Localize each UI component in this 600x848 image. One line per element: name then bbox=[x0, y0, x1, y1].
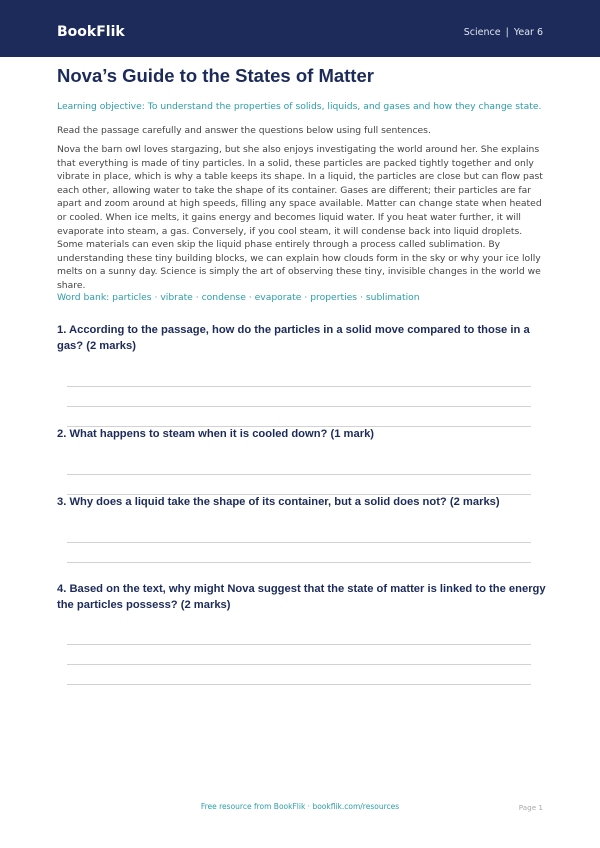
question-1: 1. According to the passage, how do the particles in a solid move compared to those in a gas? (2 marks) bbox=[57, 324, 530, 352]
answer-line[interactable] bbox=[67, 406, 531, 407]
answer-line[interactable] bbox=[67, 684, 531, 685]
header-separator: | bbox=[505, 27, 509, 38]
header-bar bbox=[0, 0, 600, 57]
learning-objective: Learning objective: To understand the properties of solids, liquids, and gases and how they change state. bbox=[57, 101, 542, 112]
word-bank: Word bank: particles · vibrate · condense · evaporate · properties · sublimation bbox=[57, 292, 420, 303]
instructions: Read the passage carefully and answer the questions below using full sentences. bbox=[57, 125, 431, 136]
question-2: 2. What happens to steam when it is cooled down? (1 mark) bbox=[57, 428, 375, 440]
answer-line[interactable] bbox=[67, 644, 531, 645]
answer-line[interactable] bbox=[67, 474, 531, 475]
reading-passage: Nova the barn owl loves stargazing, but she also enjoys investigating the world around her. She explains that everything is made of tiny particles. In a solid, these particles are packed tightly together and only vibrate in place, which is why a table keeps its shape. In a liquid, the particles are close but can flow past each other, allowing water to take the shape of its container. Gases are different; their particles are far apart and zoom around at high speeds, filling any space available. Matter can change state when heated or cooled. When ice melts, it gains energy and becomes liquid water. If you heat water further, it will evaporate into steam, a gas. Conversely, if you cool steam, it will condense back into liquid droplets. Some materials can even skip the liquid phase entirely through a process called sublimation. By understanding these tiny building blocks, we can explain how clouds form in the sky or why your ice lolly melts on a sunny day. Science is simply the art of observing these tiny, invisible changes in the world we share. bbox=[57, 144, 543, 291]
subject-year-label bbox=[464, 27, 543, 39]
answer-line[interactable] bbox=[67, 542, 531, 543]
answer-line[interactable] bbox=[67, 562, 531, 563]
question-4: 4. Based on the text, why might Nova suggest that the state of matter is linked to the energy the particles possess? (2 marks) bbox=[57, 583, 546, 611]
question-3: 3. Why does a liquid take the shape of its container, but a solid does not? (2 marks) bbox=[57, 496, 500, 508]
answer-line[interactable] bbox=[67, 664, 531, 665]
brand-logo: BookFlik bbox=[57, 24, 125, 40]
answer-line[interactable] bbox=[67, 386, 531, 387]
page-number: Page 1 bbox=[518, 803, 543, 812]
year-label: Year 6 bbox=[513, 27, 543, 38]
subject-label: Science bbox=[463, 27, 501, 38]
footer-resource-link[interactable]: Free resource from BookFlik · bookflik.com/resources bbox=[200, 802, 400, 811]
worksheet-title: Nova’s Guide to the States of Matter bbox=[57, 65, 374, 86]
